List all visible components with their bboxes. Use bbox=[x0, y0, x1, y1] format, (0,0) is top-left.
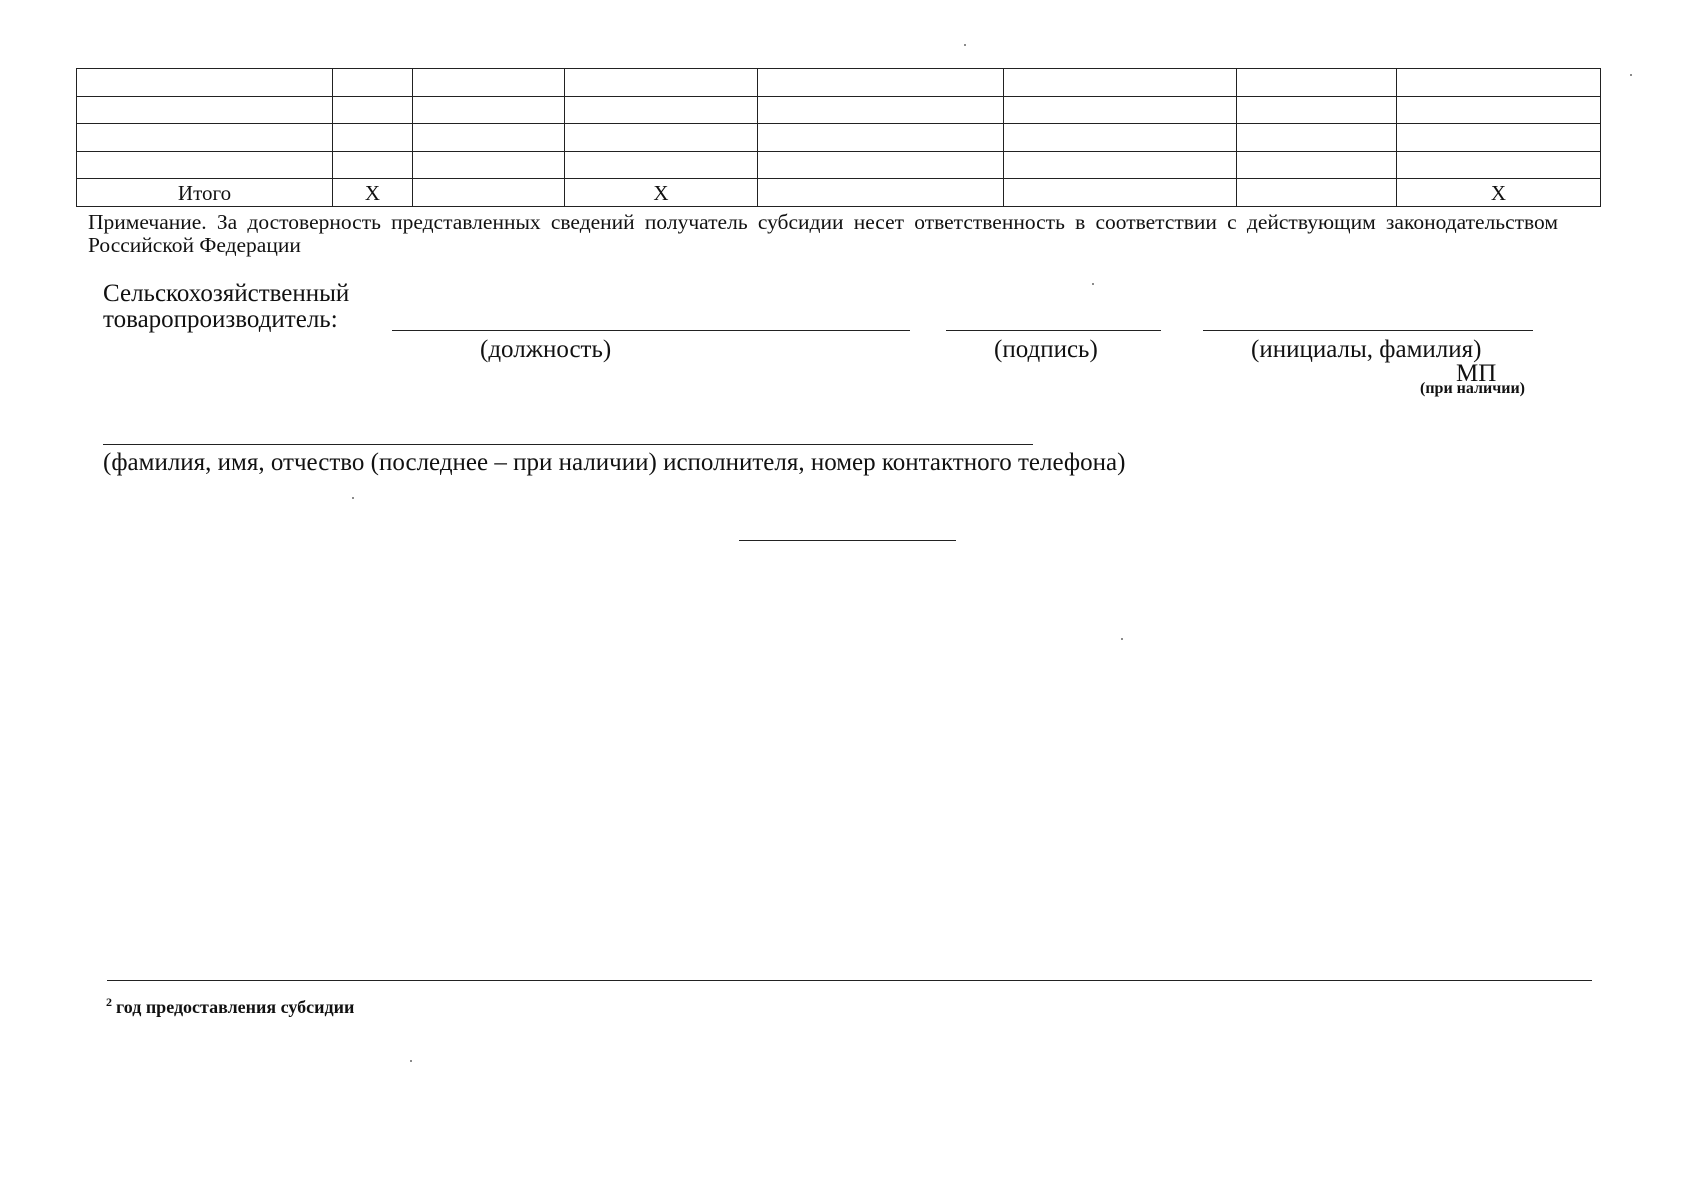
name-line[interactable] bbox=[1203, 330, 1533, 331]
total-cell: X bbox=[565, 179, 758, 207]
executor-line[interactable] bbox=[103, 444, 1033, 445]
table-cell bbox=[758, 69, 1004, 97]
table-cell bbox=[758, 151, 1004, 179]
executor-caption: (фамилия, имя, отчество (последнее – при наличии) исполнителя, номер контактного телефона) bbox=[103, 449, 1126, 476]
table-cell bbox=[333, 124, 413, 152]
table-cell bbox=[565, 69, 758, 97]
signature-line[interactable] bbox=[946, 330, 1161, 331]
stamp-note: (при наличии) bbox=[1420, 380, 1526, 397]
table-cell bbox=[758, 124, 1004, 152]
total-cell bbox=[1004, 179, 1237, 207]
scan-speck bbox=[1092, 283, 1094, 285]
signature-caption: (подпись) bbox=[994, 336, 1098, 363]
total-cell: X bbox=[1397, 179, 1601, 207]
table-cell bbox=[413, 124, 565, 152]
table-cell bbox=[565, 96, 758, 124]
end-divider bbox=[739, 540, 956, 541]
table-cell bbox=[413, 151, 565, 179]
table-cell bbox=[1237, 124, 1397, 152]
table-cell bbox=[565, 151, 758, 179]
total-cell bbox=[1237, 179, 1397, 207]
table-row bbox=[77, 69, 1601, 97]
total-label: Итого bbox=[77, 179, 333, 207]
table-cell bbox=[77, 96, 333, 124]
position-line[interactable] bbox=[392, 330, 910, 331]
scan-speck bbox=[1121, 638, 1123, 640]
table-cell bbox=[1237, 151, 1397, 179]
table-cell bbox=[77, 124, 333, 152]
table-cell bbox=[77, 151, 333, 179]
table-cell bbox=[1004, 151, 1237, 179]
table-cell bbox=[1004, 124, 1237, 152]
table-cell bbox=[1397, 151, 1601, 179]
producer-label bbox=[103, 281, 349, 332]
footnote-divider bbox=[107, 980, 1592, 981]
table-cell bbox=[413, 69, 565, 97]
position-caption: (должность) bbox=[480, 336, 612, 363]
total-cell bbox=[413, 179, 565, 207]
table-cell bbox=[333, 69, 413, 97]
table-cell bbox=[333, 96, 413, 124]
footnote bbox=[106, 992, 354, 1017]
table-row bbox=[77, 151, 1601, 179]
table-row bbox=[77, 96, 1601, 124]
table-cell bbox=[333, 151, 413, 179]
table-cell bbox=[1237, 96, 1397, 124]
table-cell bbox=[758, 96, 1004, 124]
stamp-label: МП bbox=[1456, 360, 1497, 387]
table-cell bbox=[1004, 69, 1237, 97]
scan-speck bbox=[1630, 74, 1632, 76]
note-paragraph: Примечание. За достоверность представленных сведений получатель субсидии несет ответственность в соответствии с действующим законодательством Российской Федерации bbox=[88, 210, 1558, 257]
total-cell: X bbox=[333, 179, 413, 207]
table-cell bbox=[1397, 96, 1601, 124]
footnote-number: 2 bbox=[106, 995, 112, 1009]
scan-speck bbox=[410, 1060, 412, 1062]
footnote-text: год предоставления субсидии bbox=[116, 997, 355, 1017]
name-caption: (инициалы, фамилия) bbox=[1251, 336, 1482, 363]
table-cell bbox=[413, 96, 565, 124]
table-cell bbox=[1237, 69, 1397, 97]
producer-label-line1: Сельскохозяйственный bbox=[103, 280, 350, 307]
scan-speck bbox=[964, 44, 966, 46]
table-cell bbox=[565, 124, 758, 152]
table-total-row bbox=[77, 179, 1601, 207]
table-cell bbox=[1397, 124, 1601, 152]
table-cell bbox=[77, 69, 333, 97]
table-row bbox=[77, 124, 1601, 152]
scan-speck bbox=[352, 497, 354, 499]
total-cell bbox=[758, 179, 1004, 207]
table-cell bbox=[1004, 96, 1237, 124]
producer-label-line2: товаропроизводитель: bbox=[103, 305, 338, 333]
subsidy-table bbox=[76, 68, 1601, 207]
table-cell bbox=[1397, 69, 1601, 97]
